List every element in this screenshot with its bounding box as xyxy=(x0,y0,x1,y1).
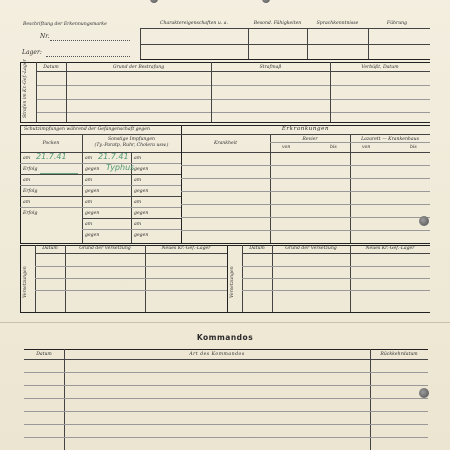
pocken-header: Pocken xyxy=(42,141,60,146)
punch-hole-top xyxy=(150,0,158,3)
kommandos-header-line xyxy=(24,359,428,360)
vers-grund-right: Grund der Versetzung xyxy=(285,246,337,251)
strafen-datum: Datum xyxy=(43,65,59,70)
schutz-top xyxy=(20,125,430,126)
revier-header: Revier xyxy=(302,137,318,142)
strafen-col xyxy=(66,62,67,122)
kommandos-row-line xyxy=(24,372,428,373)
erk-sub-line xyxy=(270,142,430,143)
nr-line xyxy=(50,40,130,41)
erk-row-line xyxy=(181,165,430,166)
handwritten-date-pocken: 21.7.41 xyxy=(36,152,67,161)
sonstige-header-sub: (Ty.-Paratp, Ruhr, Cholera usw.) xyxy=(94,143,169,148)
krankheit-header: Krankheit xyxy=(213,141,238,146)
nr-label: Nr. xyxy=(40,33,50,40)
vers-row-line xyxy=(35,278,227,279)
erk-row-line xyxy=(181,230,430,231)
header-sep xyxy=(248,28,249,59)
lazarett-von: von xyxy=(362,145,371,150)
schutz-row-line xyxy=(20,207,181,208)
strafen-col xyxy=(330,62,331,122)
vers-row-line xyxy=(242,266,430,267)
punch-hole-right-lower xyxy=(419,388,429,398)
erk-col xyxy=(350,134,351,243)
schutz-cell: am xyxy=(134,178,142,183)
erk-row-line xyxy=(181,217,430,218)
kommandos-art: Art des Kommandos xyxy=(189,352,245,357)
vers-row-line xyxy=(242,290,430,291)
vers-neues-left: Neues Kr.-Gef.-Lager xyxy=(161,246,211,251)
vers-header-line xyxy=(35,253,227,254)
strafen-left xyxy=(20,62,21,122)
strafen-side-label: Strafen im Kr.-Gef.-Lager xyxy=(23,59,28,118)
charakter-header: Charaktereigenschaften u. a. xyxy=(160,21,228,26)
header-mid-line xyxy=(140,44,430,45)
lager-line xyxy=(46,56,130,57)
kommandos-row-line xyxy=(24,411,428,412)
vers-datum-left: Datum xyxy=(42,246,58,251)
schutz-cell: am xyxy=(134,222,142,227)
lazarett-bis: bis xyxy=(410,145,417,150)
vers-row-line xyxy=(35,266,227,267)
kommandos-rueckkehr: Rückkehrdatum xyxy=(380,352,418,357)
header-top-line xyxy=(140,28,430,29)
strafen-header-line xyxy=(36,71,430,72)
fuehrung-header: Führung xyxy=(386,21,408,26)
vers-row-line xyxy=(35,290,227,291)
header-sep xyxy=(368,28,369,59)
schutz-cell: am xyxy=(85,156,93,161)
kommandos-row-line xyxy=(24,437,428,438)
strafen-grund: Grund der Bestrafung xyxy=(112,65,165,70)
strafen-row-line xyxy=(36,85,430,86)
schutz-title-line xyxy=(20,134,181,135)
vers-row-line xyxy=(242,278,430,279)
sonstige-header: Sonstige Impfungen xyxy=(107,137,155,142)
kommandos-datum: Datum xyxy=(36,352,52,357)
schutz-row-line xyxy=(82,229,181,230)
kommandos-row-line xyxy=(24,398,428,399)
schutz-cell: gegen xyxy=(134,167,149,172)
schutz-cell: Erfolg xyxy=(23,211,38,216)
schutz-cell: gegen xyxy=(85,189,100,194)
vers-mid xyxy=(227,245,228,312)
versetzungen-side-label-left: Versetzungen xyxy=(23,266,28,298)
vers-left xyxy=(20,245,21,312)
schutz-cell: am xyxy=(85,200,93,205)
strafen-col xyxy=(36,62,37,122)
strafen-bottom xyxy=(20,122,430,123)
schutz-cell: gegen xyxy=(85,233,100,238)
kommandos-title: Kommandos xyxy=(196,333,254,342)
schutz-cell: gegen xyxy=(134,233,149,238)
schutz-row-line xyxy=(20,185,181,186)
revier-bis: bis xyxy=(330,145,337,150)
schutz-cell: gegen xyxy=(134,211,149,216)
beschriftung-label: Beschriftung der Erkennungsmarke xyxy=(23,22,107,27)
schutz-cell: gegen xyxy=(85,167,100,172)
schutz-row-line xyxy=(20,163,181,164)
kommandos-top xyxy=(24,349,428,350)
vers-header-line xyxy=(242,253,430,254)
strafen-row-line xyxy=(36,99,430,100)
schutz-col xyxy=(82,134,83,243)
vers-datum-right: Datum xyxy=(249,246,265,251)
strafen-row-line xyxy=(36,112,430,113)
erkrankungen-title-line xyxy=(181,134,430,135)
schutz-bottom xyxy=(20,243,430,244)
schutz-cell: am xyxy=(23,156,31,161)
kommandos-col xyxy=(64,349,65,450)
erk-row-line xyxy=(181,178,430,179)
fold-line xyxy=(0,322,450,323)
schutz-cell: am xyxy=(85,178,93,183)
vers-grund-left: Grund der Versetzung xyxy=(79,246,131,251)
header-sep xyxy=(307,28,308,59)
lazarett-header: Lazarett — Krankenhaus xyxy=(361,137,419,142)
sprachkenntnisse-header: Sprachkenntnisse xyxy=(316,21,359,26)
kommandos-row-line xyxy=(24,424,428,425)
punch-hole-top-right xyxy=(262,0,270,3)
erk-row-line xyxy=(181,191,430,192)
erk-row-line xyxy=(181,204,430,205)
schutz-cell: am xyxy=(85,222,93,227)
erk-col xyxy=(270,134,271,243)
header-sep xyxy=(140,28,141,59)
schutz-cell: Erfolg xyxy=(23,167,38,172)
schutz-row-line xyxy=(20,174,181,175)
schutz-row-line xyxy=(82,218,181,219)
kommandos-row-line xyxy=(24,385,428,386)
handwritten-stroke xyxy=(40,173,78,174)
header-bottom-line xyxy=(140,59,430,60)
handwritten-typhus: Typhus xyxy=(106,163,135,172)
punch-hole-right-upper xyxy=(419,216,429,226)
strafen-top xyxy=(20,62,430,63)
kommandos-col xyxy=(370,349,371,450)
schutz-cell: Erfolg xyxy=(23,189,38,194)
schutz-cell: gegen xyxy=(134,189,149,194)
lager-label: Lager: xyxy=(22,49,42,56)
vers-neues-right: Neues Kr.-Gef.-Lager xyxy=(365,246,415,251)
befaehigung-header: Besond. Fähigkeiten xyxy=(253,21,302,26)
handwritten-date-sonstige: 21.7.41 xyxy=(98,152,129,161)
strafen-col xyxy=(211,62,212,122)
schutz-title: Schutzimpfungen während der Gefangenschaft gegen xyxy=(24,127,150,132)
strafen-strafmass: Strafmaß xyxy=(259,65,282,70)
schutz-cell: am xyxy=(23,178,31,183)
erkrankungen-title: Erkrankungen xyxy=(281,126,330,132)
revier-von: von xyxy=(282,145,291,150)
schutz-cell: am xyxy=(23,200,31,205)
schutz-cell: gegen xyxy=(85,211,100,216)
schutz-cell: am xyxy=(134,156,142,161)
strafen-verbuesst: Verbüßt, Datum xyxy=(361,65,399,70)
versetzungen-side-label-right: Versetzungen xyxy=(230,266,235,298)
schutz-cell: am xyxy=(134,200,142,205)
schutz-row-line xyxy=(20,196,181,197)
versetzungen-bottom xyxy=(20,312,430,313)
